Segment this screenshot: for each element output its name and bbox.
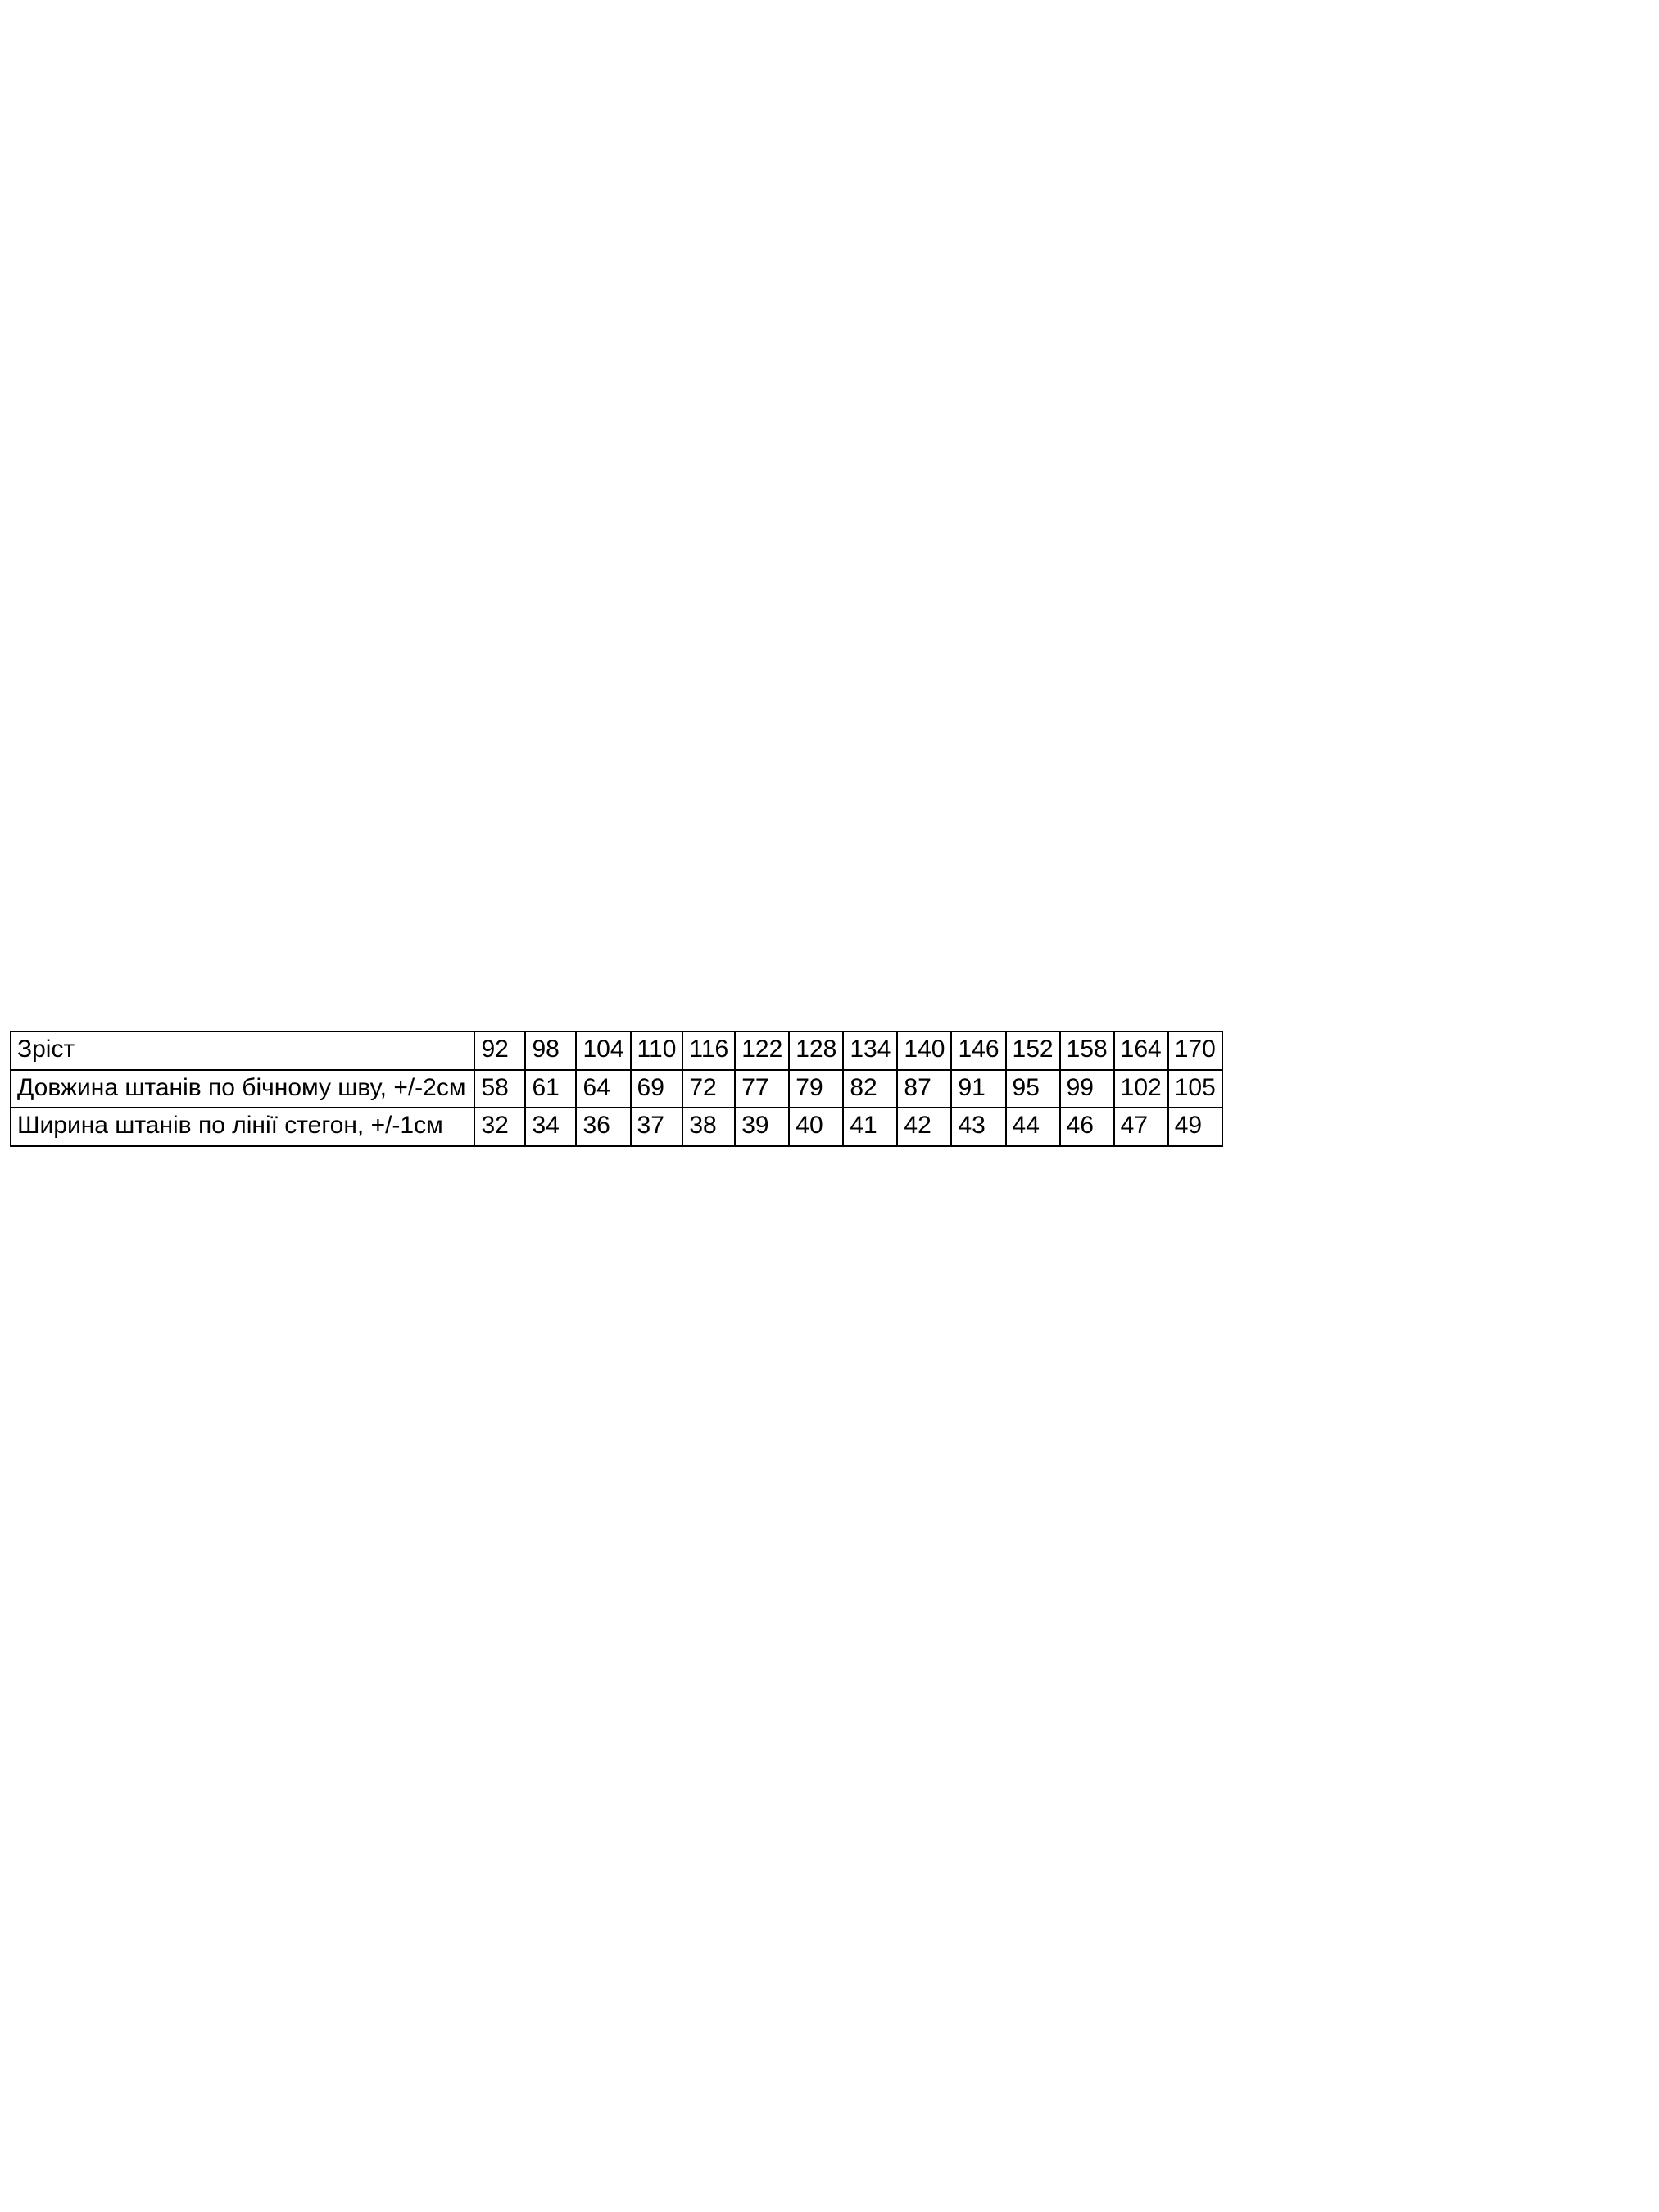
table-row xyxy=(11,1108,1222,1146)
cell-width-4: 37 xyxy=(631,1108,683,1146)
cell-length-2: 61 xyxy=(525,1070,576,1108)
cell-width-10: 43 xyxy=(951,1108,1005,1146)
cell-length-9: 87 xyxy=(897,1070,951,1108)
cell-length-14: 105 xyxy=(1168,1070,1222,1108)
cell-width-8: 41 xyxy=(843,1108,897,1146)
cell-width-9: 42 xyxy=(897,1108,951,1146)
cell-width-12: 46 xyxy=(1060,1108,1114,1146)
cell-length-11: 95 xyxy=(1006,1070,1060,1108)
cell-height-11: 152 xyxy=(1006,1031,1060,1070)
cell-height-6: 122 xyxy=(735,1031,789,1070)
cell-length-6: 77 xyxy=(735,1070,789,1108)
cell-height-12: 158 xyxy=(1060,1031,1114,1070)
cell-height-2: 98 xyxy=(525,1031,576,1070)
cell-width-13: 47 xyxy=(1114,1108,1168,1146)
cell-length-7: 79 xyxy=(789,1070,843,1108)
cell-length-5: 72 xyxy=(682,1070,735,1108)
cell-width-1: 32 xyxy=(474,1108,525,1146)
cell-length-13: 102 xyxy=(1114,1070,1168,1108)
row-label-height: Зріст xyxy=(11,1031,474,1070)
size-chart-table xyxy=(10,1031,1223,1147)
size-chart-body xyxy=(11,1031,1222,1146)
cell-height-7: 128 xyxy=(789,1031,843,1070)
cell-length-1: 58 xyxy=(474,1070,525,1108)
table-row xyxy=(11,1070,1222,1108)
cell-length-12: 99 xyxy=(1060,1070,1114,1108)
cell-length-4: 69 xyxy=(631,1070,683,1108)
cell-length-3: 64 xyxy=(576,1070,630,1108)
cell-length-8: 82 xyxy=(843,1070,897,1108)
cell-height-1: 92 xyxy=(474,1031,525,1070)
cell-height-3: 104 xyxy=(576,1031,630,1070)
row-label-hip-width: Ширина штанів по лінії стегон, +/-1см xyxy=(11,1108,474,1146)
cell-height-8: 134 xyxy=(843,1031,897,1070)
cell-width-2: 34 xyxy=(525,1108,576,1146)
cell-height-9: 140 xyxy=(897,1031,951,1070)
cell-width-11: 44 xyxy=(1006,1108,1060,1146)
cell-height-14: 170 xyxy=(1168,1031,1222,1070)
cell-width-5: 38 xyxy=(682,1108,735,1146)
cell-height-4: 110 xyxy=(631,1031,683,1070)
table-row xyxy=(11,1031,1222,1070)
cell-length-10: 91 xyxy=(951,1070,1005,1108)
cell-height-13: 164 xyxy=(1114,1031,1168,1070)
cell-height-10: 146 xyxy=(951,1031,1005,1070)
cell-width-3: 36 xyxy=(576,1108,630,1146)
cell-width-6: 39 xyxy=(735,1108,789,1146)
cell-width-7: 40 xyxy=(789,1108,843,1146)
row-label-trouser-length: Довжина штанів по бічному шву, +/-2см xyxy=(11,1070,474,1108)
cell-height-5: 116 xyxy=(682,1031,735,1070)
size-chart-container xyxy=(10,1031,1648,1147)
cell-width-14: 49 xyxy=(1168,1108,1222,1146)
